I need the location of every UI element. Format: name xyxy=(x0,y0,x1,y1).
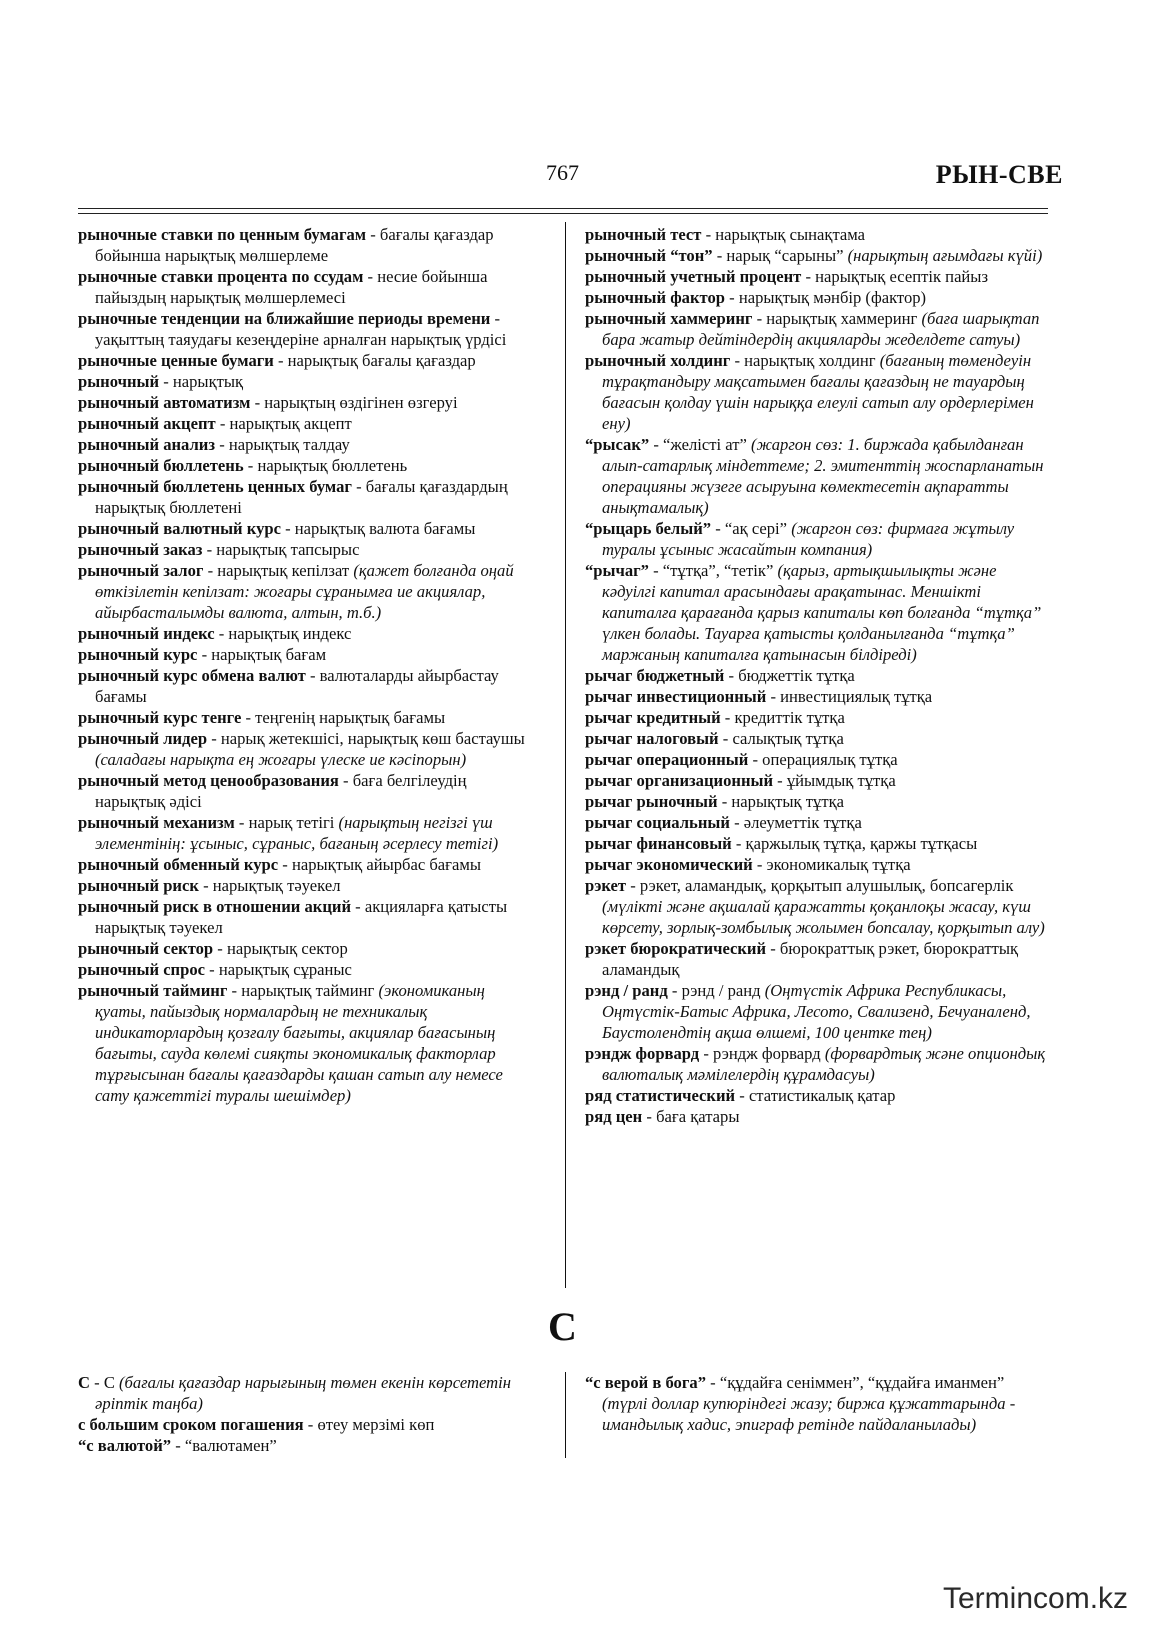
entry-term: рыночный учетный процент xyxy=(585,267,802,286)
entry-separator: - xyxy=(366,225,380,244)
dictionary-entry xyxy=(78,560,533,623)
entry-term: рыночные тенденции на ближайшие периоды времени xyxy=(78,309,491,328)
entry-term: рычаг финансовый xyxy=(585,834,732,853)
entry-separator: - xyxy=(351,897,365,916)
entry-definition: С xyxy=(103,1373,120,1392)
entry-separator: - xyxy=(490,309,501,328)
dictionary-entry xyxy=(585,770,1052,791)
dictionary-entry xyxy=(78,266,533,308)
entry-separator: - xyxy=(801,267,816,286)
dictionary-entry xyxy=(585,350,1052,434)
entry-definition: операциялық тұтқа xyxy=(762,750,898,769)
entry-note: (жаргон сөз: фирмаға жұтылу туралы ұсыныс жасайтын компания) xyxy=(602,519,1015,559)
entry-term: с большим сроком погашения xyxy=(78,1415,304,1434)
entry-separator: - xyxy=(305,666,320,685)
entry-term: рыночный сектор xyxy=(78,939,214,958)
entry-term: рыночный курс обмена валют xyxy=(78,666,306,685)
running-head: РЫН-СВЕ xyxy=(935,160,1063,189)
entry-note: (бағалы қағаздар нарығының төмен екенін көрсететін әріптік таңба) xyxy=(95,1373,511,1413)
entry-separator: - xyxy=(363,267,378,286)
entry-separator: - xyxy=(752,309,767,328)
dictionary-entry xyxy=(585,812,1052,833)
entry-definition: рэндж форвард xyxy=(713,1044,825,1063)
entry-definition: валюталарды айырбастау бағамы xyxy=(95,666,499,706)
dictionary-entry xyxy=(585,308,1052,350)
entry-term: С xyxy=(78,1373,90,1392)
entry-term: рычаг бюджетный xyxy=(585,666,725,685)
entry-definition: нарық “сарыны” xyxy=(726,246,848,265)
entry-separator: - xyxy=(213,939,227,958)
dictionary-entry xyxy=(78,707,533,728)
entry-separator: - xyxy=(752,855,767,874)
entry-term: “рыцарь белый” xyxy=(585,519,712,538)
entry-separator: - xyxy=(280,519,295,538)
dictionary-entry xyxy=(585,980,1052,1043)
entry-definition: бюрократтық рэкет, бюрократтық аламандық xyxy=(602,939,1019,979)
dictionary-entry xyxy=(78,350,533,371)
entry-term: рыночные ценные бумаги xyxy=(78,351,274,370)
dictionary-entry xyxy=(585,434,1052,518)
entry-definition: нарықтық мәнбір (фактор) xyxy=(738,288,927,307)
entry-definition: нарықтық айырбас бағамы xyxy=(291,855,481,874)
entry-separator: - xyxy=(699,1044,714,1063)
entry-definition: өтеу мерзімі көп xyxy=(317,1415,435,1434)
dictionary-entry xyxy=(78,665,533,707)
page-number: 767 xyxy=(546,160,579,185)
entry-definition: нарықтық бюллетень xyxy=(257,456,408,475)
entry-definition: қаржылық тұтқа, қаржы тұтқасы xyxy=(745,834,978,853)
dictionary-entry xyxy=(585,686,1052,707)
entry-separator: - xyxy=(202,540,217,559)
entry-definition: нарықтық xyxy=(172,372,244,391)
entry-term: рэкет xyxy=(585,876,627,895)
entry-term: рыночные ставки процента по ссудам xyxy=(78,267,364,286)
dictionary-entry xyxy=(78,728,533,770)
entry-term: рыночный бюллетень xyxy=(78,456,244,475)
dictionary-entry xyxy=(585,749,1052,770)
dictionary-entry xyxy=(78,1414,533,1435)
dictionary-entry xyxy=(78,770,533,812)
dictionary-entry xyxy=(78,308,533,350)
section-letter: С xyxy=(548,1304,577,1349)
entry-separator: - xyxy=(648,561,663,580)
dictionary-entry xyxy=(585,518,1052,560)
entry-note: (мүлікті және ақшалай қаражатты қоқанлоқы жасау, күш көрсету, зорлық-зомбылық жолымен бопсалау, қорқытып алу) xyxy=(602,897,1045,937)
entry-term: рычаг инвестиционный xyxy=(585,687,767,706)
entry-term: рычаг организационный xyxy=(585,771,774,790)
entry-term: рыночный автоматизм xyxy=(78,393,251,412)
dictionary-entry xyxy=(585,833,1052,854)
dictionary-entry xyxy=(78,1372,533,1414)
entry-term: рыночный индекс xyxy=(78,624,215,643)
column-divider xyxy=(565,222,566,1288)
entry-definition: нарықтық тәуекел xyxy=(212,876,341,895)
entry-definition: кредиттік тұтқа xyxy=(734,708,845,727)
site-brand[interactable]: Termincom.kz xyxy=(943,1582,1129,1615)
entry-separator: - xyxy=(642,1107,657,1126)
entry-note: (нарықтың негізгі үш элементінің: ұсыныс, сұраныс, бағаның әсерлесу тетігі) xyxy=(95,813,499,853)
entry-term: “рычаг” xyxy=(585,561,649,580)
dictionary-entry xyxy=(78,392,533,413)
entry-separator: - xyxy=(214,624,229,643)
entry-term: рыночный механизм xyxy=(78,813,235,832)
entry-term: рыночные ставки по ценным бумагам xyxy=(78,225,367,244)
entry-definition: нарықтық кепілзат xyxy=(217,561,354,580)
entry-separator: - xyxy=(766,939,780,958)
entry-separator: - xyxy=(171,1436,185,1455)
dictionary-entry xyxy=(585,938,1052,980)
entry-separator: - xyxy=(735,1086,749,1105)
entry-definition: несие бойынша пайыздың нарықтық мөлшерлемесі xyxy=(95,267,488,307)
entry-definition: статистикалық қатар xyxy=(748,1086,896,1105)
entry-term: рыночный спрос xyxy=(78,960,206,979)
entry-term: рыночный заказ xyxy=(78,540,203,559)
entry-separator: - xyxy=(278,855,292,874)
entry-definition: акцияларға қатысты нарықтық тәуекел xyxy=(95,897,508,937)
entry-separator: - xyxy=(203,561,218,580)
entry-separator: - xyxy=(215,435,229,454)
dictionary-entry xyxy=(78,623,533,644)
entry-separator: - xyxy=(729,813,744,832)
section-right-column xyxy=(585,1372,1052,1435)
dictionary-entry xyxy=(78,959,533,980)
entry-separator: - xyxy=(626,876,640,895)
entry-term: “рысак” xyxy=(585,435,650,454)
dictionary-entry xyxy=(78,812,533,854)
entry-term: рыночный холдинг xyxy=(585,351,731,370)
entry-separator: - xyxy=(351,477,366,496)
entry-term: рычаг операционный xyxy=(585,750,749,769)
entry-separator: - xyxy=(197,645,212,664)
entry-definition: нарықтық валюта бағамы xyxy=(294,519,476,538)
entry-term: рыночный xyxy=(78,372,160,391)
entry-term: рычаг социальный xyxy=(585,813,730,832)
entry-separator: - xyxy=(712,246,727,265)
dictionary-entry xyxy=(78,224,533,266)
entry-term: рычаг кредитный xyxy=(585,708,721,727)
entry-separator: - xyxy=(773,771,787,790)
entry-separator: - xyxy=(711,519,725,538)
dictionary-entry xyxy=(585,707,1052,728)
entry-separator: - xyxy=(250,393,265,412)
entry-definition: нарықтық бағам xyxy=(211,645,327,664)
entry-note: (Оңтүстік Африка Республикасы, Оңтүстік-Батыс Африка, Лесото, Свализенд, Бечуаналенд, Баустолендтің ақша өлшемі, 100 центке тең) xyxy=(602,981,1031,1042)
entry-definition: “ақ серi” xyxy=(724,519,792,538)
entry-definition: нарықтық есептік пайыз xyxy=(815,267,989,286)
dictionary-entry xyxy=(78,854,533,875)
entry-term: рыночный лидер xyxy=(78,729,208,748)
entry-term: рыночный обменный курс xyxy=(78,855,279,874)
entry-definition: рэнд / ранд xyxy=(681,981,765,1000)
entry-term: рыночный “тон” xyxy=(585,246,713,265)
entry-definition: бағалы қағаздар бойынша нарықтық мөлшерлеме xyxy=(95,225,494,265)
entry-term: ряд статистический xyxy=(585,1086,736,1105)
entry-definition: теңгенің нарықтық бағамы xyxy=(255,708,446,727)
right-column xyxy=(585,224,1052,1127)
entry-definition: нарық тетігі xyxy=(248,813,339,832)
section-left-column xyxy=(78,1372,533,1456)
entry-separator: - xyxy=(207,729,221,748)
entry-separator: - xyxy=(717,792,732,811)
entry-note: (түрлі доллар купюріндегі жазу; биржа құжаттарында - имандылық хадис, эпиграф ретінде пайдаланылады) xyxy=(602,1394,1016,1434)
entry-note: (жаргон сөз: 1. биржада қабылданған алып-сатарлық міндеттеме; 2. эмитенттің жоспарланатын операцияны жүзеге асыруына көмектесетін ақпаратты анықтамалық) xyxy=(602,435,1044,517)
entry-term: рыночный акцепт xyxy=(78,414,216,433)
entry-term: “с валютой” xyxy=(78,1436,172,1455)
dictionary-entry xyxy=(78,371,533,392)
dictionary-entry xyxy=(78,518,533,539)
entry-definition: баға белгілеудің нарықтық әдісі xyxy=(95,771,467,811)
entry-separator: - xyxy=(273,351,288,370)
entry-note: (бағаның төмендеуін тұрақтандыру мақсатымен бағалы қағаздың не тауардың бағасын қолдау үшін нарыққа елеулі сатып алу ордерлерімен ену) xyxy=(602,351,1034,433)
entry-separator: - xyxy=(205,960,219,979)
entry-definition: нарықтық талдау xyxy=(228,435,350,454)
entry-definition: бағалы қағаздардың нарықтық бюллетені xyxy=(95,477,508,517)
entry-term: рыночный риск xyxy=(78,876,199,895)
entry-definition: нарықтық тұтқа xyxy=(731,792,844,811)
dictionary-entry xyxy=(585,287,1052,308)
dictionary-entry xyxy=(585,1085,1052,1106)
entry-term: рыночный тайминг xyxy=(78,981,228,1000)
entry-note: (форвардтық және опциондық валюталық мәмілелердің құрамдасуы) xyxy=(602,1044,1046,1084)
entry-term: рычаг налоговый xyxy=(585,729,719,748)
entry-definition: нарықтық хаммеринг xyxy=(766,309,922,328)
dictionary-entry xyxy=(585,665,1052,686)
entry-term: рычаг экономический xyxy=(585,855,753,874)
entry-term: рэндж форвард xyxy=(585,1044,700,1063)
dictionary-entry xyxy=(585,1372,1052,1435)
entry-separator: - xyxy=(198,876,213,895)
entry-separator: - xyxy=(234,813,249,832)
entry-term: рыночный фактор xyxy=(585,288,725,307)
entry-note: (қажет болғанда оңай өткізілетін кепілзат: жоғары сұранымға ие акциялар, айырбасталымды валюта, алтын, т.б.) xyxy=(95,561,514,622)
entry-term: ряд цен xyxy=(585,1107,643,1126)
entry-definition: салықтық тұтқа xyxy=(732,729,844,748)
entry-definition: нарықтық сынақтама xyxy=(715,225,866,244)
entry-definition: әлеуметтік тұтқа xyxy=(743,813,862,832)
entry-note: (нарықтың ағымдағы күйі) xyxy=(847,246,1043,265)
dictionary-entry xyxy=(78,938,533,959)
dictionary-entry xyxy=(78,413,533,434)
dictionary-entry xyxy=(78,539,533,560)
entry-definition: нарықтық тапсырыс xyxy=(216,540,360,559)
entry-separator: - xyxy=(766,687,781,706)
entry-separator: - xyxy=(303,1415,318,1434)
entry-separator: - xyxy=(701,225,716,244)
header-rule-thin xyxy=(78,213,1048,214)
entry-separator: - xyxy=(215,414,230,433)
entry-term: рыночный курс тенге xyxy=(78,708,242,727)
dictionary-entry xyxy=(585,1043,1052,1085)
entry-definition: нарықтық сұраныс xyxy=(218,960,352,979)
dictionary-entry xyxy=(585,224,1052,245)
entry-term: рыночный курс xyxy=(78,645,198,664)
entry-definition: рэкет, аламандық, қорқытып алушылық, бопсагерлік xyxy=(639,876,1014,895)
entry-definition: экономикалық тұтқа xyxy=(766,855,911,874)
entry-separator: - xyxy=(243,456,258,475)
entry-term: рыночный залог xyxy=(78,561,204,580)
dictionary-entry xyxy=(585,560,1052,665)
entry-definition: нарықтық бағалы қағаздар xyxy=(287,351,476,370)
entry-term: рыночный риск в отношении акций xyxy=(78,897,352,916)
entry-definition: нарықтық индекс xyxy=(228,624,352,643)
entry-definition: уақыттың таяудағы кезеңдеріне арналған нарықтық үрдісі xyxy=(95,330,507,349)
entry-separator: - xyxy=(649,435,664,454)
entry-note: (қарыз, артықшылықты және кәдуілгі капитал арасындағы арақатынас. Меншікті капиталға қарағанда қарыз капиталы көп болғанда “тұтқа” үлкен болады. Тауарға қатысты қолданылғанда “тұтқа” маржаның капиталға қатынасын білдіреді) xyxy=(602,561,1042,664)
entry-separator: - xyxy=(720,708,735,727)
entry-term: рыночный метод ценообразования xyxy=(78,771,339,790)
entry-definition: нарық жетекшісі, нарықтық көш бастаушы xyxy=(220,729,525,748)
entry-separator: - xyxy=(724,666,739,685)
entry-separator: - xyxy=(706,1373,720,1392)
dictionary-entry xyxy=(78,476,533,518)
entry-definition: нарықтық акцепт xyxy=(229,414,352,433)
entry-term: рыночный валютный курс xyxy=(78,519,281,538)
entry-separator: - xyxy=(159,372,173,391)
entry-definition: инвестициялық тұтқа xyxy=(780,687,933,706)
entry-definition: нарықтың өздігінен өзгеруі xyxy=(264,393,458,412)
entry-note: (экономиканың қуаты, пайыздық нормалардың не техникалық индикаторлардың қозғалу бағыты, акциялар бағасының бағыты, сауда көлемі сияқты экономикалық факторлар тұрғысынан бағалы қағаздарды қашан сатып алу немесе сату қажеттігі туралы шешімдер) xyxy=(95,981,503,1105)
entry-separator: - xyxy=(725,288,739,307)
entry-separator: - xyxy=(748,750,763,769)
entry-term: рыночный хаммеринг xyxy=(585,309,753,328)
entry-definition: “валютамен” xyxy=(184,1436,277,1455)
dictionary-entry xyxy=(585,728,1052,749)
dictionary-entry xyxy=(585,245,1052,266)
entry-separator: - xyxy=(731,834,746,853)
entry-definition: “тұтқа”, “тетік” xyxy=(662,561,778,580)
dictionary-entry xyxy=(78,896,533,938)
dictionary-entry xyxy=(585,854,1052,875)
entry-term: рэкет бюрократический xyxy=(585,939,767,958)
dictionary-entry xyxy=(585,791,1052,812)
entry-term: “с верой в бога” xyxy=(585,1373,706,1392)
entry-term: рыночный анализ xyxy=(78,435,216,454)
dictionary-entry xyxy=(78,875,533,896)
entry-separator: - xyxy=(730,351,745,370)
entry-note: (саладағы нарықта ең жоғары үлеске ие кәсіпорын) xyxy=(95,750,467,769)
dictionary-entry xyxy=(585,1106,1052,1127)
entry-definition: нарықтық холдинг xyxy=(744,351,880,370)
header-rule xyxy=(78,208,1048,209)
entry-separator: - xyxy=(338,771,353,790)
entry-definition: нарықтық сектор xyxy=(226,939,348,958)
dictionary-entry xyxy=(585,266,1052,287)
dictionary-entry xyxy=(78,980,533,1106)
entry-definition: нарықтық тайминг xyxy=(241,981,379,1000)
entry-separator: - xyxy=(227,981,242,1000)
dictionary-entry xyxy=(78,644,533,665)
section-column-divider xyxy=(565,1372,566,1458)
entry-separator: - xyxy=(241,708,256,727)
entry-definition: баға қатары xyxy=(656,1107,740,1126)
entry-separator: - xyxy=(89,1373,104,1392)
dictionary-entry xyxy=(78,434,533,455)
dictionary-entry xyxy=(78,455,533,476)
entry-separator: - xyxy=(718,729,733,748)
entry-definition: “құдайға сеніммен”, “құдайға иманмен” xyxy=(719,1373,1005,1392)
entry-separator: - xyxy=(667,981,682,1000)
dictionary-entry xyxy=(78,1435,533,1456)
entry-note: (баға шарықтап бара жатыр дейтіндердің акцияларды жеделдете сатуы) xyxy=(602,309,1040,349)
entry-definition: бюджеттік тұтқа xyxy=(738,666,855,685)
dictionary-entry xyxy=(585,875,1052,938)
entry-term: рычаг рыночный xyxy=(585,792,718,811)
entry-definition: ұйымдық тұтқа xyxy=(786,771,896,790)
entry-term: рыночный тест xyxy=(585,225,702,244)
left-column xyxy=(78,224,533,1106)
entry-term: рэнд / ранд xyxy=(585,981,668,1000)
entry-definition: “желісті ат” xyxy=(663,435,751,454)
entry-term: рыночный бюллетень ценных бумаг xyxy=(78,477,352,496)
